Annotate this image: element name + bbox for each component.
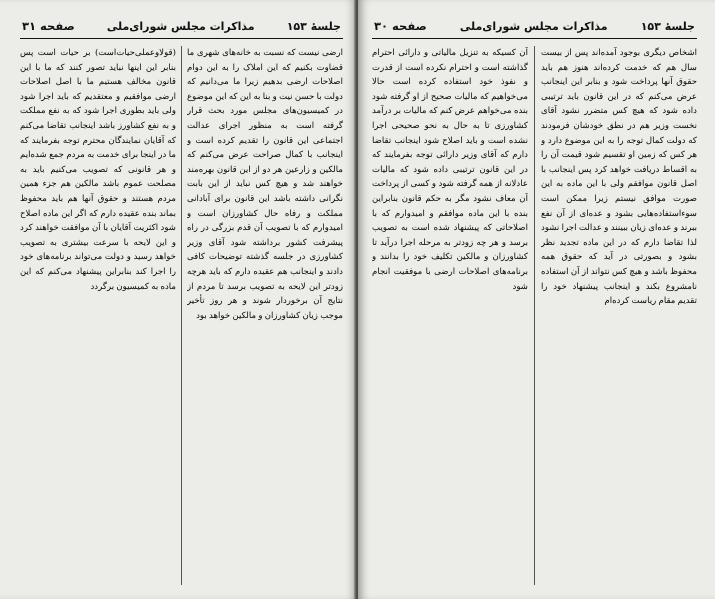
left-page-number: صفحه ۳۱ bbox=[22, 19, 75, 33]
left-column-divider bbox=[181, 46, 182, 585]
right-column-divider bbox=[534, 46, 535, 585]
left-page-header bbox=[22, 14, 341, 38]
left-page bbox=[0, 0, 357, 599]
left-header-rule bbox=[20, 38, 343, 39]
left-session-label: جلسهٔ ۱۵۳ bbox=[286, 19, 341, 33]
left-text-columns bbox=[20, 46, 343, 585]
right-page-header bbox=[374, 14, 695, 38]
right-running-title: مذاکرات مجلس شورای‌ملی bbox=[459, 19, 608, 33]
right-text-columns bbox=[372, 46, 697, 585]
right-header-rule bbox=[372, 38, 697, 39]
left-running-title: مذاکرات مجلس شورای‌ملی bbox=[106, 19, 255, 33]
left-page-column-2: (قولا‌و‌عملی‌حیات‌است) بر حیات است پس بنابر این اینها نباید تصور کنند که ما با این قانون مخالف هستیم ما با اصل اصلاحات ارضی موافقیم و معتقدیم که باید اجرا شود ولی باید بطوری اجرا شود که به نفع مملکت و به نفع کشاورز باشد اینجانب تقاضا می‌کنم که آقایان نمایندگان محترم توجه بفرمایند که ما در اینجا برای خدمت به مردم جمع شده‌ایم و هر قانونی که تصویب می‌کنیم باید به مصلحت عموم باشد مالکین هم جزء همین مردم هستند و حقوق آنها هم باید محفوظ بماند بنده عقیده دارم که اگر این ماده اصلاح شود اکثریت آقایان با آن موافقت خواهند کرد و این لایحه با سرعت بیشتری به تصویب خواهد رسید و دولت می‌تواند برنامه‌های خود را اجرا کند بنابراین پیشنهاد می‌کنم که این ماده به کمیسیون برگردد bbox=[20, 48, 176, 292]
right-page-column-2: آن کسیکه به تنزیل مالیاتی و دارائی احترام گذاشته است و احترام نکرده است از قدرت و نفوذ خود استفاده کرده است حالا می‌خواهیم که مالیات صحیح از او گرفته شود بنده می‌خواهم عرض کنم که مالیات بر درآمد کشاورزی تا به حال به نحو صحیحی اجرا نشده است و باید اصلاح شود اینجانب تقاضا دارم که آقای وزیر دارائی توجه بفرمایند که در این قانون ترتیبی داده شود که مالیات عادلانه از همه گرفته شود و کسی از پرداخت آن معاف نشود مگر به حکم قانون بنابراین بنده با این ماده موافقم و امیدوارم که با اصلاحاتی که پیشنهاد شده است به تصویب برسد و هر چه زودتر به مرحله اجرا درآید تا کشاورزان و مالکین تکلیف خود را بدانند و برنامه‌های اصلاحات ارضی با موفقیت انجام شود bbox=[372, 48, 528, 292]
right-page-number: صفحه ۳۰ bbox=[374, 19, 427, 33]
right-session-label: جلسهٔ ۱۵۳ bbox=[640, 19, 695, 33]
left-page-column-1: ارضی نیست که نسبت به خانه‌های شهری ما قضاوت بکنیم که این املاک را به این دوام اصلاحات ارضی بدهیم زیرا ما می‌دانیم که دولت با حسن نیت و بنا به این که این موضوع در کمیسیون‌های مجلس مورد بحث قرار گرفته است به منظور اجرای عدالت اجتماعی این قانون را تقدیم کرده است و اینجانب با کمال صراحت عرض می‌کنم که مالکین و زارعین هر دو از این قانون بهره‌مند خواهند شد و هیچ کس نباید از این بابت نگرانی داشته باشد این قانون برای آبادانی مملکت و رفاه حال کشاورزان است و امیدوارم که با تصویب آن قدم بزرگی در راه پیشرفت کشور برداشته شود آقای وزیر کشاورزی در جلسه گذشته توضیحات کافی دادند و اینجانب هم عقیده دارم که باید هرچه زودتر این لایحه به تصویب برسد تا مردم از نتایج آن برخوردار شوند و هر روز تأخیر موجب زیان کشاورزان و مالکین خواهد بود bbox=[187, 48, 343, 321]
right-page-column-1: اشخاص دیگری بوجود آمده‌اند پس از بیست سال هم که خدمت کرده‌اند هنوز هم باید حقوق آنها پرداخت شود و بنابر این اینجانب عرض می‌کنم که در این قانون باید ترتیبی داده شود که هیچ کس متضرر نشود آقای نخست وزیر هم در نطق خودشان فرمودند که دولت کمال توجه را به این موضوع دارد و هر کس که زمین او تقسیم شود قیمت آن را به اقساط دریافت خواهد کرد پس اینجانب با اصل قانون موافقم ولی با این ماده به این صورت موافق نیستم زیرا ممکن است سوءاستفاده‌هایی بشود و عده‌ای از آن نفع ببرند و عده‌ای زیان ببینند و عدالت اجرا نشود لذا تقاضا دارم که در این ماده تجدید نظر بشود و بصورتی در آید که حقوق همه محفوظ باشد و هیچ کس نتواند از آن استفاده نامشروع بکند و اینجانب پیشنهاد خود را تقدیم مقام ریاست کرده‌ام bbox=[541, 48, 697, 307]
right-page bbox=[358, 0, 715, 599]
